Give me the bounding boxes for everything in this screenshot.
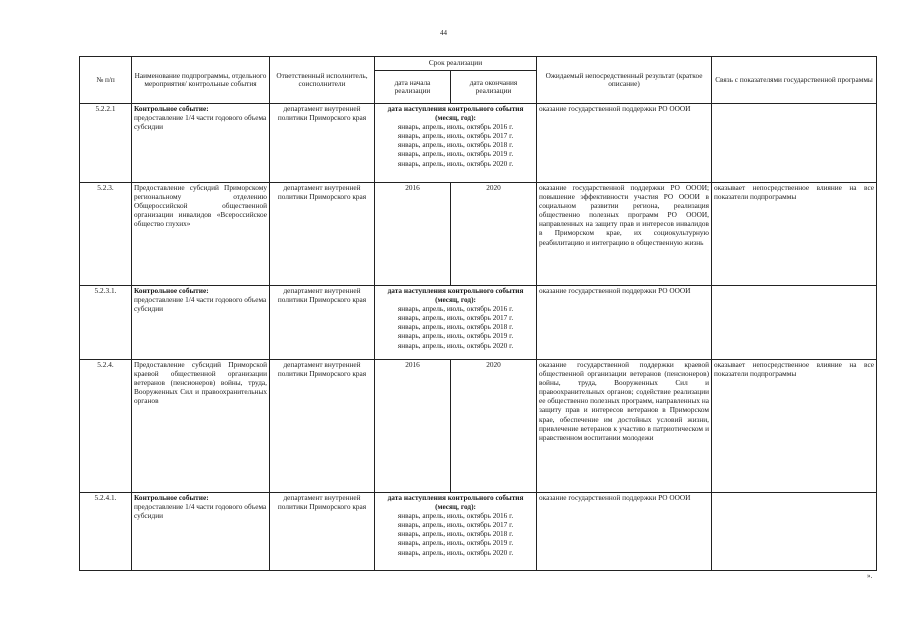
header-result: Ожидаемый непосредственный результат (краткое описание) [537,57,712,104]
date-line: январь, апрель, июль, октябрь 2019 г. [397,538,514,548]
plan-table [79,56,877,571]
row-responsible: департамент внутренней политики Приморского края [270,104,375,183]
row-dates-cell [375,104,537,183]
date-line: январь, апрель, июль, октябрь 2017 г. [397,313,514,323]
closing-quote-mark: ». [867,572,873,580]
header-end: дата окончания реализации [451,71,537,104]
row-responsible: департамент внутренней политики Приморского края [270,286,375,360]
row-num: 5.2.4. [80,360,132,493]
date-line: январь, апрель, июль, октябрь 2018 г. [397,140,514,150]
row-link: оказывает непосредственное влияние на все показатели подпрограммы [712,360,877,493]
row-end: 2020 [451,183,537,286]
table-row [80,493,877,571]
row-result: оказание государственной поддержки РО ОООИ; повышение эффективности участия РО ОООИ в социальном развитии региона, реализация общественно полезных программ РО ОООИ, направленных на защиту прав и интересов инвалидов в Приморском крае, их социокультурную реабилитацию и интеграцию в общественную жизнь [537,183,712,286]
date-line: январь, апрель, июль, октябрь 2017 г. [397,131,514,141]
row-num: 5.2.3. [80,183,132,286]
row-responsible: департамент внутренней политики Приморского края [270,360,375,493]
row-name: предоставление 1/4 части годового объема субсидии [134,295,267,314]
row-responsible: департамент внутренней политики Приморского края [270,493,375,571]
event-label: Контрольное событие: [134,286,209,295]
row-result: оказание государственной поддержки РО ОООИ [537,286,712,360]
date-line: январь, апрель, июль, октябрь 2020 г. [397,547,514,557]
table-row [80,360,877,493]
row-start: 2016 [375,183,451,286]
row-num: 5.2.2.1 [80,104,132,183]
header-responsible: Ответственный исполнитель, соисполнители [270,57,375,104]
row-result: оказание государственной поддержки РО ОООИ [537,493,712,571]
row-num: 5.2.3.1. [80,286,132,360]
row-link: оказывает непосредственное влияние на все показатели подпрограммы [712,183,877,286]
date-line: январь, апрель, июль, октябрь 2018 г. [397,529,514,539]
row-link [712,493,877,571]
table-row [80,286,877,360]
header-link: Связь с показателями государственной программы [712,57,877,104]
date-line: январь, апрель, июль, октябрь 2020 г. [397,340,514,350]
date-line: январь, апрель, июль, октябрь 2016 г. [397,304,514,314]
row-name: предоставление 1/4 части годового объема субсидии [134,113,267,132]
date-line: январь, апрель, июль, октябрь 2019 г. [397,149,514,159]
date-line: январь, апрель, июль, октябрь 2016 г. [397,122,514,132]
date-line: январь, апрель, июль, октябрь 2020 г. [397,158,514,168]
table-row [80,104,877,183]
header-start: дата начала реализации [375,71,451,104]
row-dates-cell [375,286,537,360]
row-result: оказание государственной поддержки РО ОООИ [537,104,712,183]
row-name: Предоставление субсидий Приморской краевой общественной организации ветеранов (пенсионеров) войны, труда, Вооруженных Сил и правоохранительных органов [132,360,270,493]
date-title: дата наступления контрольного события (месяц, год): [387,104,524,123]
row-num: 5.2.4.1. [80,493,132,571]
date-line: январь, апрель, июль, октябрь 2017 г. [397,520,514,530]
row-name: предоставление 1/4 части годового объема субсидии [134,502,267,521]
date-line: январь, апрель, июль, октябрь 2018 г. [397,322,514,332]
row-name-cell [132,104,270,183]
row-name-cell [132,286,270,360]
row-name: Предоставление субсидий Приморскому региональному отделению Общероссийской общественной организации инвалидов «Всероссийское общество глухих» [132,183,270,286]
date-title: дата наступления контрольного события (месяц, год): [387,286,524,305]
date-line: январь, апрель, июль, октябрь 2019 г. [397,331,514,341]
table-row [80,183,877,286]
row-link [712,286,877,360]
page-number: 44 [440,29,447,37]
date-line: январь, апрель, июль, октябрь 2016 г. [397,511,514,521]
header-term: Срок реализации [375,57,537,71]
row-link [712,104,877,183]
row-responsible: департамент внутренней политики Приморского края [270,183,375,286]
header-name: Наименование подпрограммы, отдельного мероприятия/ контрольные события [132,57,270,104]
row-end: 2020 [451,360,537,493]
header-num: № п/п [80,57,132,104]
row-dates-cell [375,493,537,571]
row-name-cell [132,493,270,571]
event-label: Контрольное событие: [134,493,209,502]
row-start: 2016 [375,360,451,493]
date-title: дата наступления контрольного события (месяц, год): [387,493,524,512]
row-result: оказание государственной поддержки краевой общественной организации ветеранов (пенсионеров) войны, труда, Вооруженных Сил и правоохранительных органов; содействие реализации ее общественно полезных программ, направленных на защиту прав и интересов ветеранов в Приморском крае, обеспечение им достойных условий жизни, привлечение ветеранов к участию в патриотическом и нравственном воспитании молодежи [537,360,712,493]
event-label: Контрольное событие: [134,104,209,113]
